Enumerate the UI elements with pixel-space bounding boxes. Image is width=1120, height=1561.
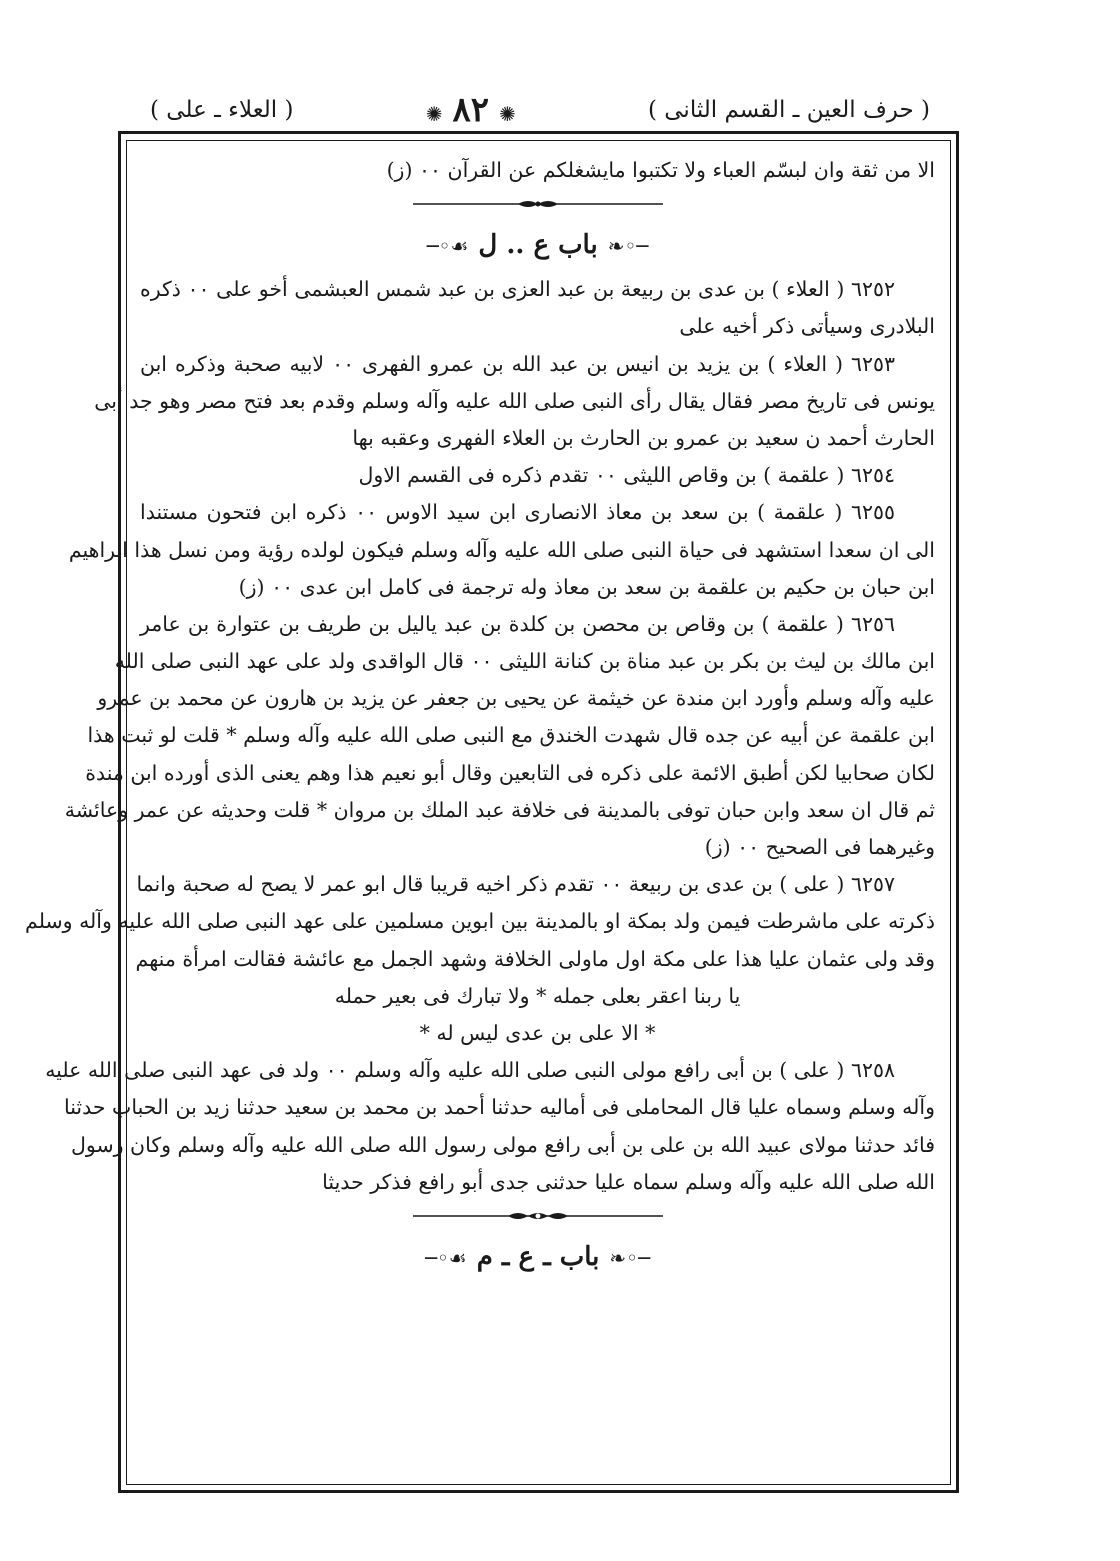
entry-line: ثم قال ان سعد وابن حبان توفى بالمدينة فى خلافة عبد الملك بن مروان * قلت وحديثه عن عمر وعائشة xyxy=(64,797,935,822)
entry-line: ٦٢٥٨ ( على ) بن أبى رافع مولى النبى صلى الله عليه وآله وسلم ٠٠ ولد فى عهد النبى صلى الله عليه xyxy=(45,1058,895,1083)
page-body xyxy=(25,152,935,1283)
intro-line: الا من ثقة وان لبسّم العباء ولا تكتبوا مايشغلكم عن القرآن ٠٠ (ز) xyxy=(386,158,935,182)
section-heading-ain-mim xyxy=(140,1231,935,1283)
section-heading-text: باب ع .. ل xyxy=(478,230,598,261)
heading-ornament-left: ─◦❧ xyxy=(609,1245,651,1270)
entry-line: ٦٢٥٣ ( العلاء ) بن يزيد بن انيس بن عبد الله بن عمرو الفهرى ٠٠ لابيه صحبة وذكره ابن xyxy=(140,351,895,376)
section-heading-text: باب ـ ع ـ م xyxy=(476,1241,600,1272)
entry-line: ٦٢٥٤ ( علقمة ) بن وقاص الليثى ٠٠ تقدم ذكره فى القسم الاول xyxy=(358,463,895,488)
chapter-title: ( حرف العين ـ القسم الثانى ) xyxy=(647,97,930,123)
entry-6253 xyxy=(94,346,935,458)
entry-line: ٦٢٥٦ ( علقمة ) بن وقاص بن محصن بن كلدة بن عبد ياليل بن طريف بن عتوارة بن عامر xyxy=(140,611,895,636)
entry-line: الله صلى الله عليه وآله وسلم سماه عليا حدثنى جدى أبو رافع فذكر حديثا xyxy=(322,1169,935,1194)
entry-line: لكان صحابيا لكن أطبق الائمة على ذكره فى التابعين وقال أبو نعيم هذا وهم يعنى الذى أورده ابن مندة xyxy=(85,760,935,785)
entry-6255 xyxy=(68,494,935,606)
verse-line: * الا على بن عدى ليس له * xyxy=(419,1020,656,1045)
entry-line: ابن مالك بن ليث بن بكر بن عبد مناة بن كنانة الليثى ٠٠ قال الواقدى ولد على عهد النبى صلى الله xyxy=(114,649,935,674)
divider-ornament xyxy=(413,198,663,210)
entry-6257 xyxy=(25,866,935,1052)
running-title: ( العلاء ـ على ) xyxy=(150,97,294,123)
verse-line: يا ربنا اعقر بعلى جمله * ولا تبارك فى بعير حمله xyxy=(334,983,741,1008)
entry-line: وغيرهما فى الصحيح ٠٠ (ز) xyxy=(704,835,935,859)
entry-line: ٦٢٥٧ ( على ) بن عدى بن ربيعة ٠٠ تقدم ذكر اخيه قريبا قال ابو عمر لا يصح له صحبة وانما xyxy=(136,872,895,897)
entry-line: ابن علقمة عن أبيه عن جده قال شهدت الخندق مع النبى صلى الله عليه وآله وسلم * قلت لو ثبت هذا xyxy=(87,723,935,748)
entry-6254 xyxy=(140,457,935,494)
page-number-value: ٨٢ xyxy=(452,90,489,130)
ornament-left: ✺ xyxy=(499,102,516,126)
divider-row xyxy=(140,1201,935,1231)
ornament-right: ✺ xyxy=(425,102,443,126)
page-header xyxy=(150,86,930,134)
page-number xyxy=(416,90,526,130)
entry-line: الى ان سعدا استشهد فى حياة النبى صلى الله عليه وآله وسلم فيكون لولده رؤية ومن نسل هذا ابراهيم xyxy=(68,537,935,562)
entry-line: وآله وسلم وسماه عليا قال المحاملى فى أماليه حدثنا أحمد بن محمد بن سعيد حدثنا زيد بن الحباب حدثنا xyxy=(63,1095,935,1120)
entry-line: ابن حبان بن حكيم بن علقمة بن سعد بن معاذ وله ترجمة فى كامل ابن عدى ٠٠ (ز) xyxy=(238,574,935,599)
heading-ornament-left: ─◦❧ xyxy=(607,234,649,259)
entry-6252 xyxy=(140,271,935,345)
heading-ornament-right: ☙◦─ xyxy=(424,1245,467,1270)
entry-line: البلادرى وسيأتى ذكر أخيه على xyxy=(679,314,935,339)
entry-line: ٦٢٥٥ ( علقمة ) بن سعد بن معاذ الانصارى ابن سيد الاوس ٠٠ ذكره ابن فتحون مستندا xyxy=(140,500,895,525)
divider-row xyxy=(140,189,935,219)
entry-line: ذكرته على ماشرطت فيمن ولد بمكة او بالمدينة بين ابوين مسلمين على عهد النبى صلى الله عليه وآله وسلم xyxy=(25,909,935,934)
entry-line: الحارث أحمد ن سعيد بن عمرو بن الحارث بن العلاء الفهرى وعقبه بها xyxy=(352,425,935,450)
entry-line: يونس فى تاريخ مصر فقال يقال رأى النبى صلى الله عليه وآله وسلم وقدم بعد فتح مصر وهو جد أبى xyxy=(94,388,935,413)
entry-line: ٦٢٥٢ ( العلاء ) بن عدى بن ربيعة بن عبد العزى بن عبد شمس العبشمى أخو على ٠٠ ذكره xyxy=(140,277,895,302)
heading-ornament-right: ☙◦─ xyxy=(426,234,469,259)
entry-line: عليه وآله وسلم وأورد ابن مندة عن خيثمة عن يحيى بن جعفر عن يزيد بن هارون عن محمد بن عمرو xyxy=(97,686,935,711)
entry-line: فائد حدثنا مولاى عبيد الله بن على بن أبى رافع مولى رسول الله صلى الله عليه وآله وسلم وكان رسول xyxy=(70,1132,935,1157)
section-heading-ain-lam xyxy=(140,219,935,271)
entry-line: وقد ولى عثمان عليا هذا على مكة اول ماولى الخلافة وشهد الجمل مع عائشة فقالت امرأة منهم xyxy=(135,946,935,971)
entry-6256 xyxy=(64,606,935,866)
entry-6258 xyxy=(45,1052,935,1201)
divider-ornament xyxy=(413,1210,663,1222)
